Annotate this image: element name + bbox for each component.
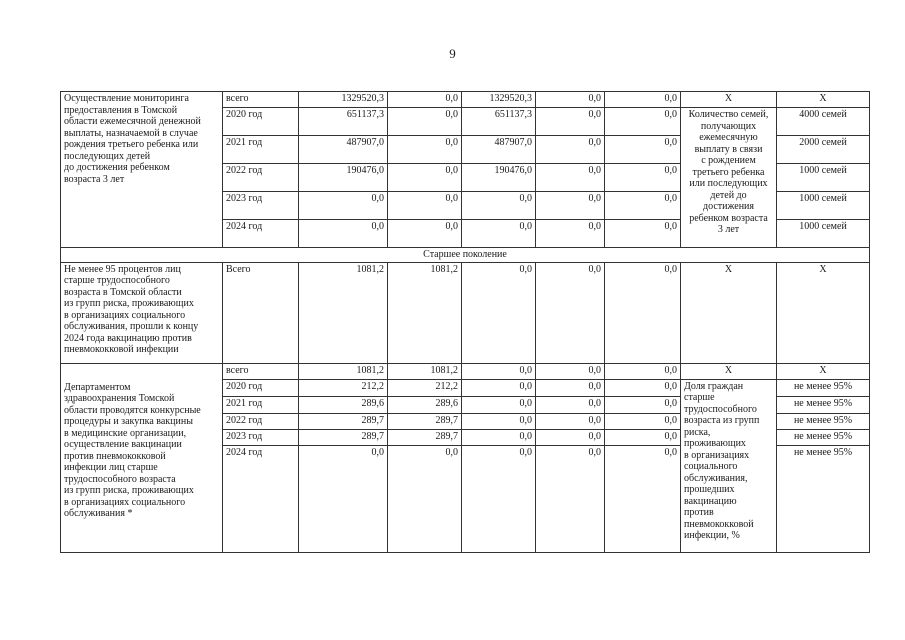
value-cell: 651137,3 <box>462 108 536 136</box>
section-row <box>61 248 870 263</box>
value-cell: 0,0 <box>462 192 536 220</box>
value-cell: 0,0 <box>299 192 388 220</box>
value-cell: 0,0 <box>536 429 605 445</box>
value-cell: 1329520,3 <box>462 92 536 108</box>
value-cell: 0,0 <box>536 136 605 164</box>
value-cell: 1081,2 <box>388 262 462 363</box>
value-cell: 0,0 <box>299 445 388 552</box>
indicator-cell: Х <box>681 363 777 379</box>
target-cell: не менее 95% <box>777 379 870 396</box>
value-cell: 0,0 <box>388 164 462 192</box>
value-cell: 289,7 <box>299 429 388 445</box>
value-cell: 1081,2 <box>388 363 462 379</box>
value-cell: 1081,2 <box>299 262 388 363</box>
year-cell: Всего <box>223 262 299 363</box>
year-cell: всего <box>223 363 299 379</box>
value-cell: 0,0 <box>388 136 462 164</box>
section-title: Старшее поколение <box>61 248 870 263</box>
value-cell: 289,7 <box>388 429 462 445</box>
target-cell: 1000 семей <box>777 192 870 220</box>
indicator-cell: Х <box>681 92 777 108</box>
value-cell: 289,6 <box>299 396 388 413</box>
value-cell: 0,0 <box>388 108 462 136</box>
year-cell: 2022 год <box>223 164 299 192</box>
indicator-cell: Количество семей, получающих ежемесячную выплату в связи с рождением третьего ребенка или последующих детей до достижения ребенком возраста 3 лет <box>681 108 777 248</box>
indicator-cell: Х <box>681 262 777 363</box>
value-cell: 0,0 <box>388 220 462 248</box>
value-cell: 0,0 <box>605 220 681 248</box>
value-cell: 190476,0 <box>299 164 388 192</box>
value-cell: 212,2 <box>388 379 462 396</box>
target-cell: 4000 семей <box>777 108 870 136</box>
target-cell: 1000 семей <box>777 220 870 248</box>
value-cell: 0,0 <box>388 192 462 220</box>
value-cell: 0,0 <box>605 136 681 164</box>
value-cell: 0,0 <box>462 396 536 413</box>
value-cell: 190476,0 <box>462 164 536 192</box>
value-cell: 0,0 <box>462 413 536 429</box>
target-cell: не менее 95% <box>777 429 870 445</box>
measure-cell: Осуществление мониторинга предоставления в Томской области ежемесячной денежной выплаты, назначаемой в случае рождения третьего ребенка или последующих детей до достижения ребенком возраста 3 лет <box>61 92 223 248</box>
value-cell: 487907,0 <box>462 136 536 164</box>
value-cell: 0,0 <box>605 429 681 445</box>
year-cell: 2024 год <box>223 220 299 248</box>
value-cell: 289,7 <box>299 413 388 429</box>
value-cell: 0,0 <box>605 192 681 220</box>
value-cell: 0,0 <box>605 445 681 552</box>
value-cell: 0,0 <box>605 92 681 108</box>
year-cell: 2022 год <box>223 413 299 429</box>
target-cell: не менее 95% <box>777 413 870 429</box>
value-cell: 0,0 <box>462 379 536 396</box>
target-cell: Х <box>777 262 870 363</box>
value-cell: 0,0 <box>462 429 536 445</box>
value-cell: 0,0 <box>536 164 605 192</box>
value-cell: 0,0 <box>462 445 536 552</box>
value-cell: 0,0 <box>536 108 605 136</box>
target-cell: не менее 95% <box>777 396 870 413</box>
target-cell: 2000 семей <box>777 136 870 164</box>
target-cell: не менее 95% <box>777 445 870 552</box>
value-cell: 212,2 <box>299 379 388 396</box>
value-cell: 0,0 <box>462 262 536 363</box>
value-cell: 0,0 <box>536 192 605 220</box>
value-cell: 0,0 <box>536 379 605 396</box>
year-cell: 2021 год <box>223 396 299 413</box>
value-cell: 0,0 <box>299 220 388 248</box>
value-cell: 0,0 <box>605 413 681 429</box>
value-cell: 0,0 <box>536 445 605 552</box>
indicator-cell: Доля граждан старше трудоспособного возраста из групп риска, проживающих в организациях социального обслуживания, прошедших вакцинацию против пневмококковой инфекции, % <box>681 379 777 552</box>
value-cell: 289,7 <box>388 413 462 429</box>
target-cell: Х <box>777 363 870 379</box>
value-cell: 1081,2 <box>299 363 388 379</box>
year-cell: всего <box>223 92 299 108</box>
target-cell: 1000 семей <box>777 164 870 192</box>
page-number: 9 <box>449 46 456 61</box>
value-cell: 0,0 <box>462 363 536 379</box>
value-cell: 0,0 <box>536 363 605 379</box>
year-cell: 2020 год <box>223 108 299 136</box>
value-cell: 487907,0 <box>299 136 388 164</box>
year-cell: 2021 год <box>223 136 299 164</box>
value-cell: 0,0 <box>605 379 681 396</box>
value-cell: 1329520,3 <box>299 92 388 108</box>
value-cell: 651137,3 <box>299 108 388 136</box>
measure-cell: Не менее 95 процентов лиц старше трудоспособного возраста в Томской области из групп риска, проживающих в организациях социального обслуживания, прошли к концу 2024 года вакцинацию против пневмококковой инфекции <box>61 262 223 363</box>
value-cell: 0,0 <box>388 92 462 108</box>
value-cell: 0,0 <box>536 413 605 429</box>
year-cell: 2024 год <box>223 445 299 552</box>
value-cell: 0,0 <box>536 92 605 108</box>
value-cell: 0,0 <box>605 108 681 136</box>
table-row <box>61 262 870 363</box>
year-cell: 2020 год <box>223 379 299 396</box>
year-cell: 2023 год <box>223 192 299 220</box>
year-cell: 2023 год <box>223 429 299 445</box>
value-cell: 0,0 <box>536 262 605 363</box>
table-row <box>61 92 870 108</box>
value-cell: 0,0 <box>388 445 462 552</box>
value-cell: 0,0 <box>536 220 605 248</box>
table-row <box>61 363 870 379</box>
program-table <box>60 91 870 553</box>
value-cell: 289,6 <box>388 396 462 413</box>
value-cell: 0,0 <box>605 396 681 413</box>
value-cell: 0,0 <box>605 363 681 379</box>
target-cell: Х <box>777 92 870 108</box>
value-cell: 0,0 <box>536 396 605 413</box>
value-cell: 0,0 <box>605 262 681 363</box>
value-cell: 0,0 <box>605 164 681 192</box>
value-cell: 0,0 <box>462 220 536 248</box>
measure-cell: Департаментом здравоохранения Томской области проводятся конкурсные процедуры и закупка вакцины в медицинские организации, осуществление вакцинации против пневмококковой инфекции лиц старше трудоспособного возраста из групп риска, проживающих в организациях социального обслуживания * <box>61 363 223 552</box>
